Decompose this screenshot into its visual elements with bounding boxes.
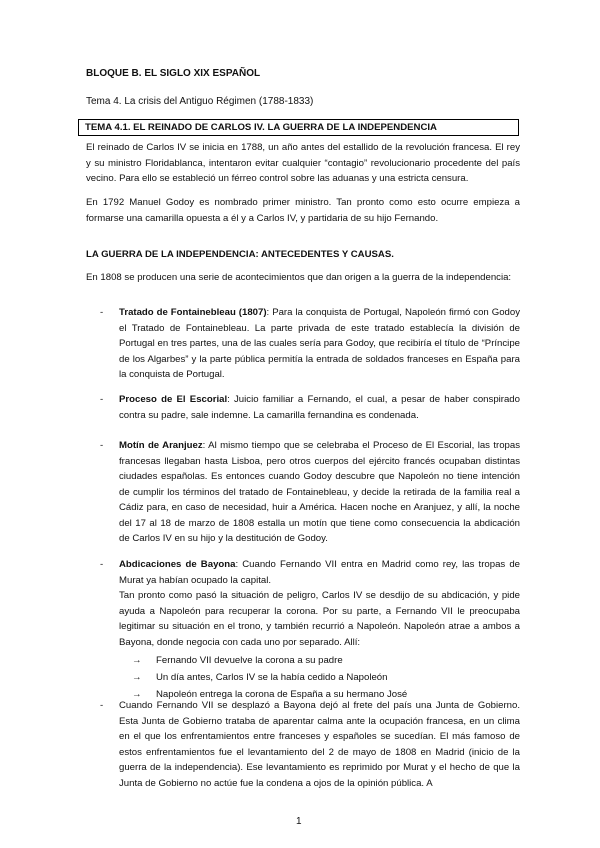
bullet-dash: - [100, 307, 104, 318]
intro-paragraph-2: En 1792 Manuel Godoy es nombrado primer ministro. Tan pronto como esto ocurre empieza a formarse una camarilla opuesta a él y a Carlos IV, y partidaria de su hijo Fernando. [86, 197, 520, 224]
list-item [119, 669, 520, 686]
right-arrow-icon: → [132, 655, 142, 666]
event-text-continued: Tan pronto como pasó la situación de peligro, Carlos IV se desdijo de su abdicación, y pide ayuda a Napoleón para recuperar la corona. Por su parte, a Fernando VII le preocupaba legitimar su situación en el trono, y también recurrió a Napoleón. Napoleón atrae a ambos a Bayona, donde negocia con cada uno por separado. Allí: [119, 590, 520, 648]
right-arrow-icon: → [132, 689, 142, 700]
bullet-dash: - [100, 559, 104, 570]
war-heading: LA GUERRA DE LA INDEPENDENCIA: ANTECEDENTES Y CAUSAS. [86, 249, 394, 260]
event-text: : Para la conquista de Portugal, Napoleón firmó con Godoy el Tratado de Fontainebleau. La parte privada de este tratado establecía la división de Portugal en tres partes, una de las cuales sería para Godoy, que recibiría el título de “Príncipe de los Algarbes” y la parte pública permitía la entrada de soldados franceses en España para la conquista de Portugal. [119, 307, 520, 380]
list-item [86, 392, 520, 423]
right-arrow-icon: → [132, 672, 142, 683]
bullet-dash: - [100, 440, 104, 451]
event-text: : Juicio familiar a Fernando, el cual, a pesar de haber conspirado contra su padre, sale indemne. La camarilla fernandina es condenada. [119, 394, 520, 421]
outcome-text: Napoleón entrega la corona de España a su hermano José [156, 689, 408, 700]
list-item [86, 438, 520, 547]
outcome-text: Fernando VII devuelve la corona a su padre [156, 655, 343, 666]
event-text: Cuando Fernando VII se desplazó a Bayona dejó al frete del país una Junta de Gobierno. Esta Junta de Gobierno trataba de aparentar calma ante la ocupación francesa, en un clima en el que los enfrentamientos entre franceses y españoles se sucedían. El más famoso de estos enfrentamientos fue el levantamiento del 2 de mayo de 1808 en Madrid (inicio de la guerra de la independencia). Ese levantamiento es reprimido por Murat y el hecho de que la Junta de Gobierno no actúe fue la condena a ojos de la opinión pública. A [119, 700, 520, 789]
event-term: Abdicaciones de Bayona [119, 559, 236, 570]
event-term: Proceso de El Escorial [119, 394, 228, 405]
event-text: : Cuando Fernando VII entra en Madrid como rey, las tropas de Murat ya habían ocupado la capital. [119, 559, 521, 586]
war-intro: En 1808 se producen una serie de acontecimientos que dan origen a la guerra de la independencia: [86, 272, 512, 283]
block-title: BLOQUE B. EL SIGLO XIX ESPAÑOL [86, 68, 261, 79]
bayona-outcomes [119, 652, 520, 703]
topic-subtitle: Tema 4. La crisis del Antiguo Régimen (1788-1833) [86, 96, 314, 107]
list-item [119, 652, 520, 669]
event-term: Motín de Aranjuez [119, 440, 203, 451]
list-item [86, 305, 520, 383]
intro-paragraph-1: El reinado de Carlos IV se inicia en 1788, un año antes del estallido de la revolución francesa. El rey y su ministro Floridablanca, intentaron evitar cualquier “contagio” revolucionario procedente del país vecino. Para ello se estableció un férreo control sobre las aduanas y una estricta censura. [86, 142, 520, 184]
page-number: 1 [296, 816, 302, 827]
list-item [86, 557, 520, 703]
section-title-box: TEMA 4.1. EL REINADO DE CARLOS IV. LA GUERRA DE LA INDEPENDENCIA [78, 119, 519, 136]
bullet-dash: - [100, 394, 104, 405]
bullet-dash: - [100, 700, 104, 711]
event-text: : Al mismo tiempo que se celebraba el Proceso de El Escorial, las tropas francesas llegaban hasta Lisboa, pero otros cuerpos del ejército francés ocupaban distintas ciudades españolas. Es entonces cuando Godoy descubre que Napoleón no tiene intención de cumplir los términos del tratado de Fontainebleau, y decide la retirada de la familia real a Cádiz para, en caso de necesidad, huir a América. Hacen noche en Aranjuez, y allí, la noche del 17 al 18 de marzo de 1808 estalla un motín que tiene como consecuencia la abdicación de Carlos IV en su hijo y la destitución de Godoy. [119, 440, 520, 544]
outcome-text: Un día antes, Carlos IV se la había cedido a Napoleón [156, 672, 388, 683]
event-term: Tratado de Fontainebleau (1807) [119, 307, 267, 318]
list-item [86, 698, 520, 791]
